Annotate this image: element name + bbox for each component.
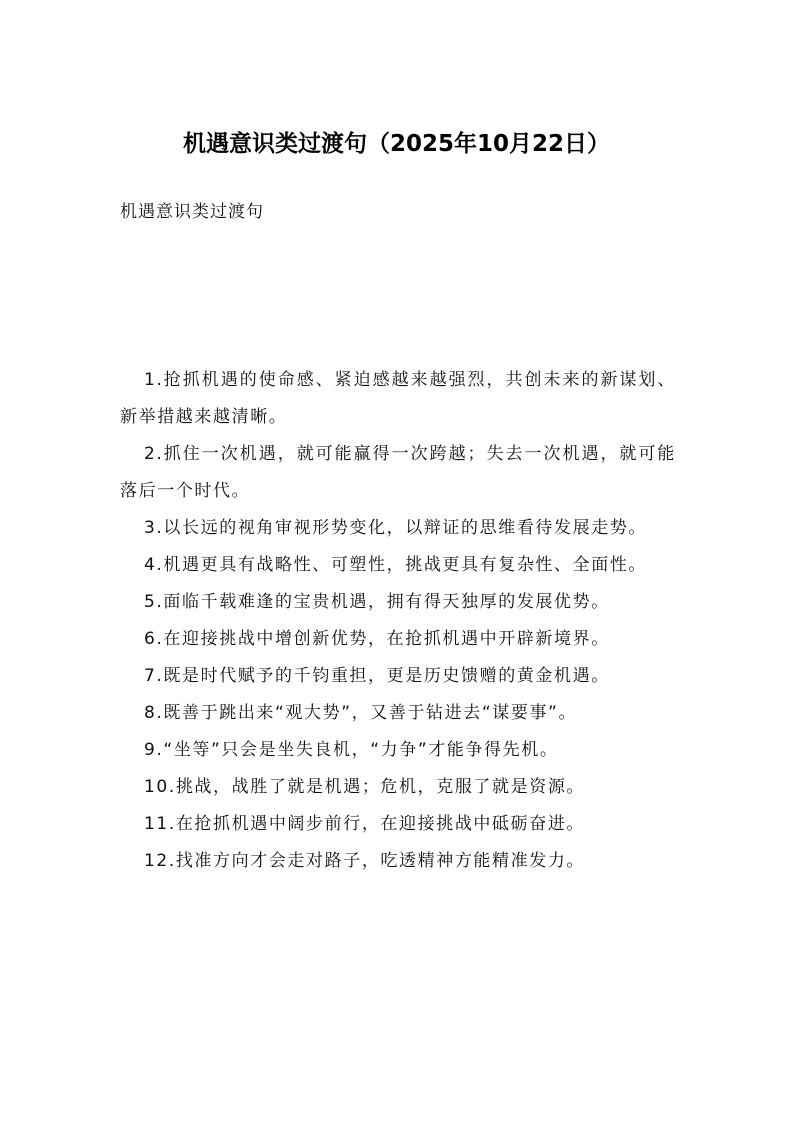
list-item: 6.在迎接挑战中增创新优势，在抢抓机遇中开辟新境界。: [144, 629, 610, 649]
list-item: 2.抓住一次机遇，就可能赢得一次跨越；失去一次机遇，就可能落后一个时代。: [120, 444, 676, 501]
document-title: 机遇意识类过渡句（2025年10月22日）: [182, 131, 611, 157]
transition-sentence-list: [120, 362, 676, 880]
list-item: 1.抢抓机遇的使命感、紧迫感越来越强烈，共创未来的新谋划、新举措越来越清晰。: [120, 370, 676, 427]
list-item: 11.在抢抓机遇中阔步前行，在迎接挑战中砥砺奋进。: [144, 814, 586, 834]
document-subtitle: 机遇意识类过渡句: [120, 202, 264, 222]
list-item: 12.找准方向才会走对路子，吃透精神方能精准发力。: [144, 851, 586, 871]
list-item: 5.面临千载难逢的宝贵机遇，拥有得天独厚的发展优势。: [144, 592, 610, 612]
list-item: 4.机遇更具有战略性、可塑性，挑战更具有复杂性、全面性。: [144, 555, 648, 575]
list-item: 7.既是时代赋予的千钧重担，更是历史馈赠的黄金机遇。: [144, 666, 610, 686]
list-item: 3.以长远的视角审视形势变化，以辩证的思维看待发展走势。: [144, 518, 648, 538]
list-item: 9.“坐等”只会是坐失良机，“力争”才能争得先机。: [144, 740, 559, 760]
list-item: 8.既善于跳出来“观大势”，又善于钻进去“谋要事”。: [144, 703, 578, 723]
list-item: 10.挑战，战胜了就是机遇；危机，克服了就是资源。: [144, 777, 586, 797]
